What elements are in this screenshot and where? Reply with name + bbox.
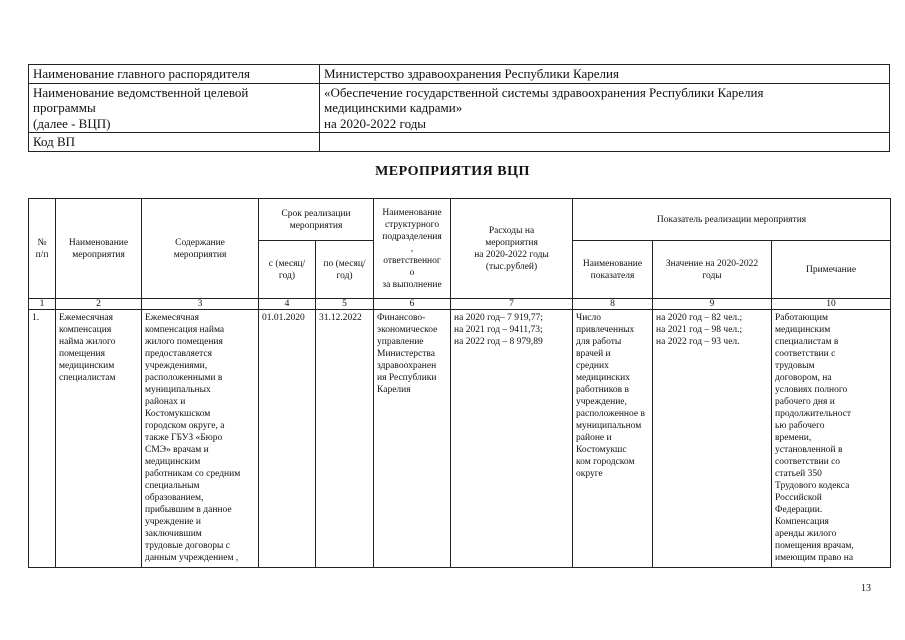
header-period-to: по (месяц/ год) xyxy=(316,241,374,299)
header-indicator-name: Наименование показателя xyxy=(573,241,653,299)
row-date-from: 01.01.2020 xyxy=(259,310,316,568)
column-number: 9 xyxy=(653,299,772,310)
row-date-to: 31.12.2022 xyxy=(316,310,374,568)
row-indicator-value: на 2020 год – 82 чел.; на 2021 год – 98 чел.; на 2022 год – 93 чел. xyxy=(653,310,772,568)
activities-table xyxy=(28,198,891,568)
row-activity-content: Ежемесячная компенсация найма жилого помещения предоставляется учреждениями, расположенными в муниципальных районах и Костомукшском городском округе, а также ГБУЗ «Бюро СМЭ» врачам и медицинским работникам со средним специальным образованием, прибывшим в данное учреждение и заключившим трудовые договоры с данным учреждением , xyxy=(142,310,259,568)
info-row-code xyxy=(29,133,890,152)
row-activity-name: Ежемесячная компенсация найма жилого помещения медицинским специалистам xyxy=(56,310,142,568)
info-value: Министерство здравоохранения Республики Карелия xyxy=(320,65,890,84)
header-indicator-group: Показатель реализации мероприятия xyxy=(573,199,891,241)
column-number: 8 xyxy=(573,299,653,310)
column-number: 1 xyxy=(29,299,56,310)
info-label: Наименование главного распорядителя xyxy=(29,65,320,84)
header-costs: Расходы на мероприятия на 2020-2022 годы (тыс.рублей) xyxy=(451,199,573,299)
header-content: Содержание мероприятия xyxy=(142,199,259,299)
column-numbers-row xyxy=(29,299,891,310)
header-period: Срок реализации мероприятия xyxy=(259,199,374,241)
info-row-main-manager xyxy=(29,65,890,84)
table-row xyxy=(29,310,891,568)
row-responsible-unit: Финансово- экономическое управление Министерства здравоохранен ия Республики Карелия xyxy=(374,310,451,568)
row-indicator-name: Число привлеченных для работы врачей и средних медицинских работников в учреждение, расположенное в муниципальном районе и Костомукшс ком городском округе xyxy=(573,310,653,568)
header-name: Наименование мероприятия xyxy=(56,199,142,299)
row-num: 1. xyxy=(29,310,56,568)
info-value: «Обеспечение государственной системы здравоохранения Республики Карелия медицинскими кадрами» на 2020-2022 годы xyxy=(320,83,890,133)
row-costs: на 2020 год– 7 919,77; на 2021 год – 9411,73; на 2022 год – 8 979,89 xyxy=(451,310,573,568)
info-value xyxy=(320,133,890,152)
column-number: 4 xyxy=(259,299,316,310)
column-number: 2 xyxy=(56,299,142,310)
header-period-from: с (месяц/ год) xyxy=(259,241,316,299)
info-row-program-name xyxy=(29,83,890,133)
header-num: № п/п xyxy=(29,199,56,299)
page-title: МЕРОПРИЯТИЯ ВЦП xyxy=(375,164,530,179)
column-number: 5 xyxy=(316,299,374,310)
column-number: 10 xyxy=(772,299,891,310)
column-number: 7 xyxy=(451,299,573,310)
program-info-table xyxy=(28,64,890,152)
info-label: Наименование ведомственной целевой программы (далее - ВЦП) xyxy=(29,83,320,133)
page-number: 13 xyxy=(861,583,871,594)
column-number: 3 xyxy=(142,299,259,310)
header-indicator-value: Значение на 2020-2022 годы xyxy=(653,241,772,299)
column-number: 6 xyxy=(374,299,451,310)
table-header-row xyxy=(29,199,891,241)
header-unit: Наименование структурного подразделения , ответственног о за выполнение xyxy=(374,199,451,299)
row-note: Работающим медицинским специалистам в соответствии с трудовым договором, на условиях полного рабочего дня и продолжительност ью рабочего времени, установленной в соответствии со статьей 350 Трудового кодекса Российской Федерации. Компенсация аренды жилого помещения врачам, имеющим право на xyxy=(772,310,891,568)
header-note: Примечание xyxy=(772,241,891,299)
info-label: Код ВП xyxy=(29,133,320,152)
